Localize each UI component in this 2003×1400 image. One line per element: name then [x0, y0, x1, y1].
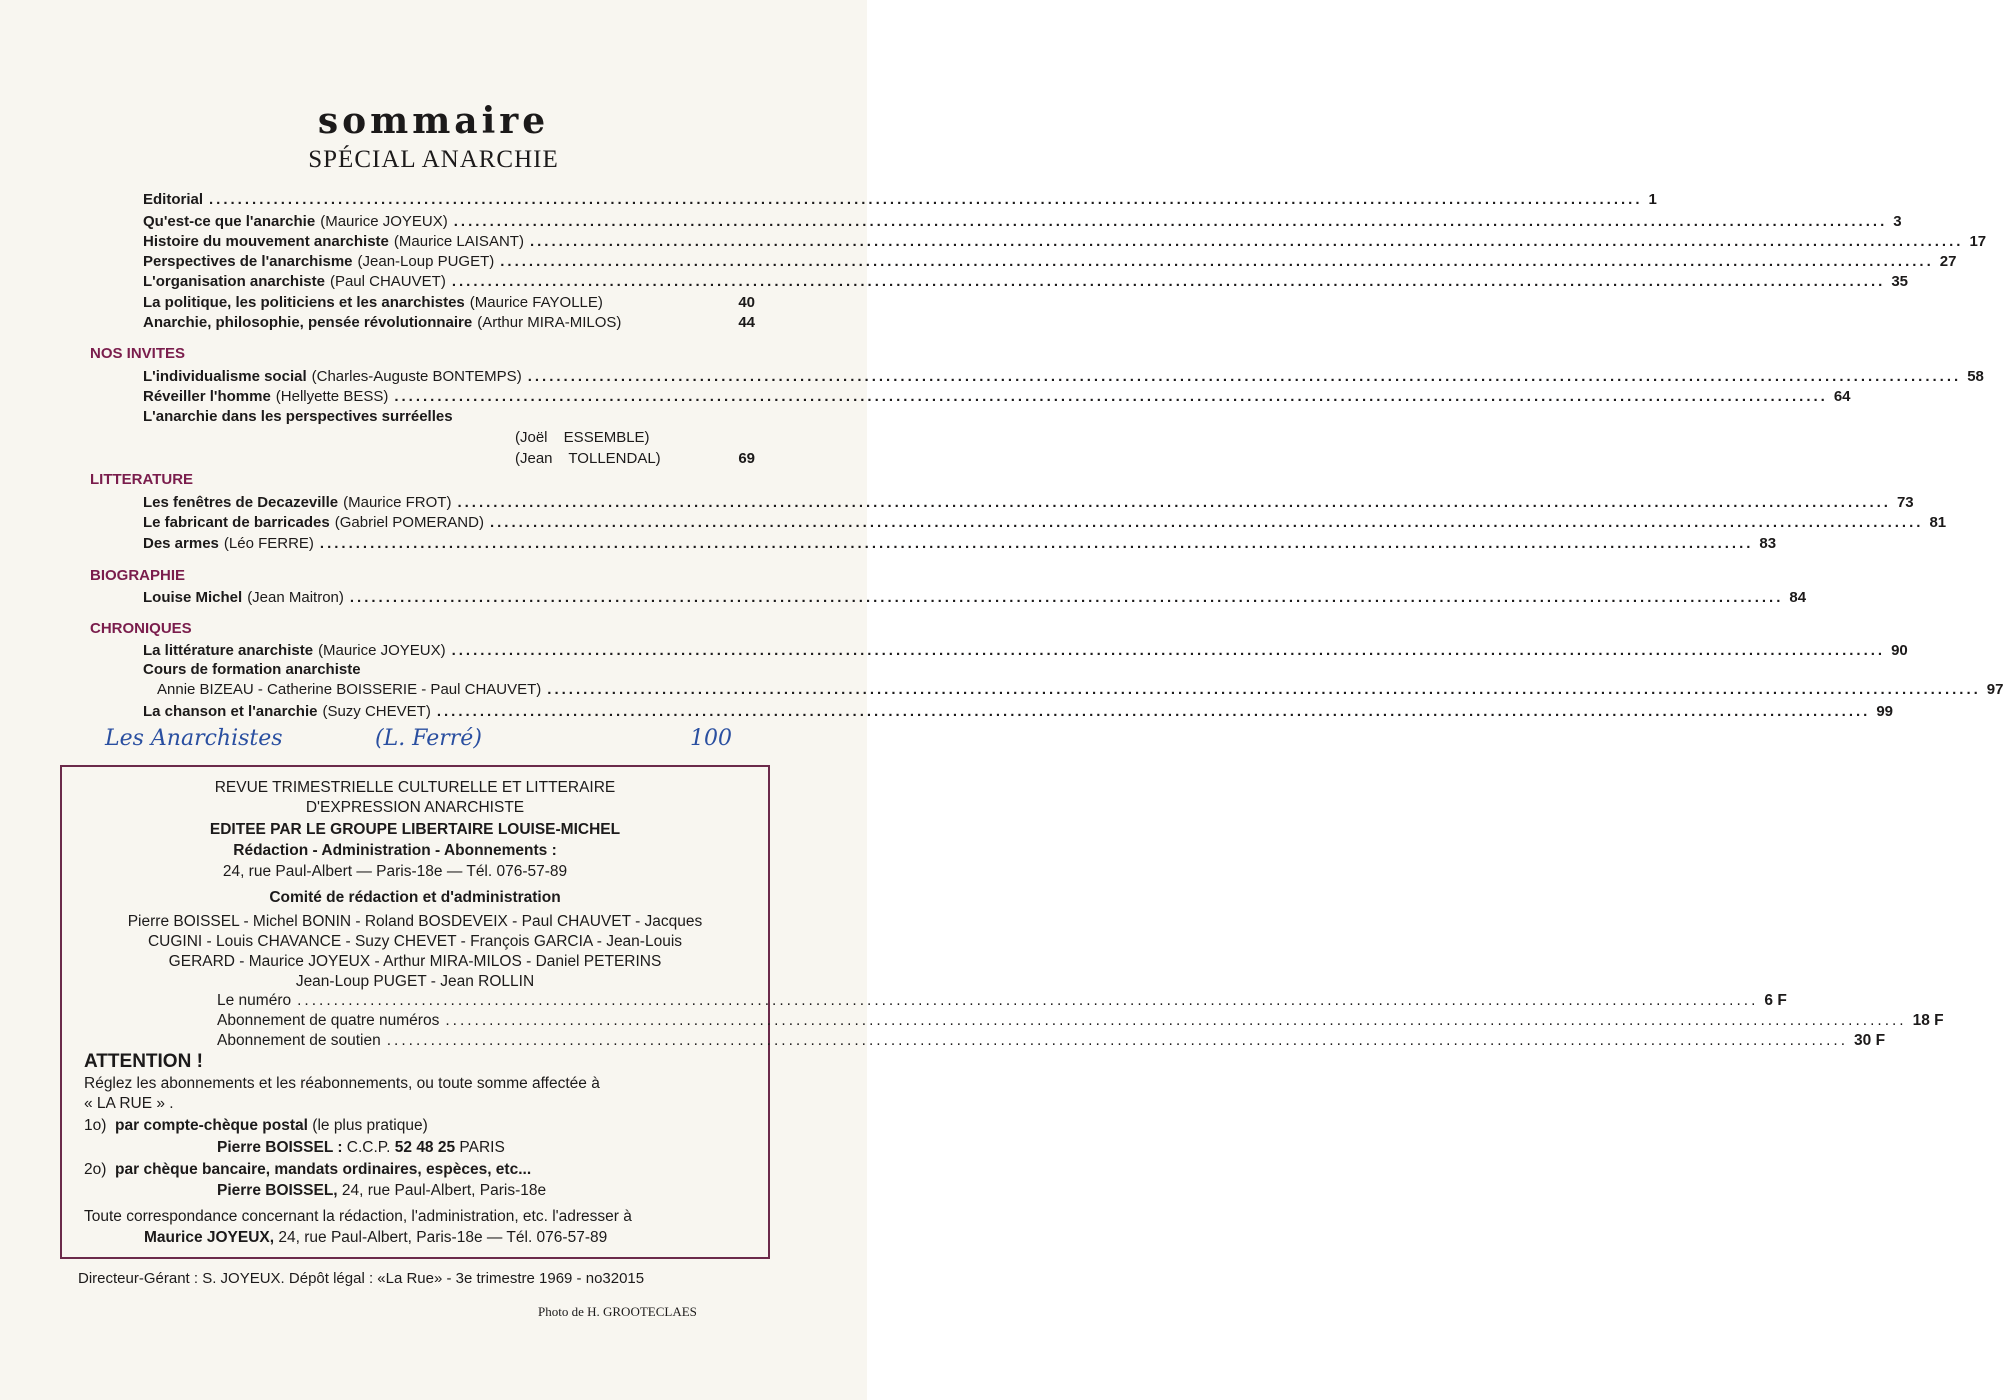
entry-title: Cours de formation anarchiste: [143, 661, 361, 678]
payee: Pierre BOISSEL :: [217, 1139, 343, 1156]
handwritten-entry: [105, 726, 775, 756]
entry-page: 69: [738, 450, 755, 467]
entry-page: 81: [1929, 514, 1947, 531]
entry-author: (Jean-Loup PUGET): [357, 253, 495, 270]
page-subtitle: SPÉCIAL ANARCHIE: [308, 146, 559, 173]
entry-title: Histoire du mouvement anarchiste: [143, 233, 389, 250]
entry-page: 73: [1896, 494, 1914, 511]
toc-entry: [515, 428, 755, 448]
dot-leader: ........................................................................................................................................................................................................: [547, 681, 1981, 698]
toc-entry: [143, 588, 1807, 608]
entry-page: 27: [1939, 253, 1957, 270]
entry-page: 58: [1967, 368, 1984, 385]
price-value: 30 F: [1854, 1032, 1886, 1049]
box-line: REVUE TRIMESTRIELLE CULTURELLE ET LITTERAIRE: [214, 779, 616, 796]
option-1: [84, 1117, 428, 1135]
dot-leader: ........................................................................................................................................................................................................: [297, 992, 1759, 1009]
toc-entry: [143, 702, 1894, 722]
entry-title: L'individualisme social: [143, 368, 307, 385]
entry-author: (Maurice FROT): [343, 494, 452, 511]
handwritten-page: 100: [690, 726, 732, 751]
dot-leader: ........................................................................................................................................................................................................: [209, 191, 1643, 208]
ccp-number: 52 48 25: [394, 1139, 456, 1156]
entry-author: (Maurice JOYEUX): [318, 642, 446, 659]
committee-line: GERARD - Maurice JOYEUX - Arthur MIRA-MILOS - Daniel PETERINS: [168, 953, 662, 970]
toc-entry: [143, 293, 755, 313]
section-heading: BIOGRAPHIE: [90, 567, 186, 584]
section-heading: NOS INVITES: [90, 345, 186, 362]
entry-author: (Suzy CHEVET): [322, 703, 431, 720]
dot-leader: ........................................................................................................................................................................................................: [529, 233, 1964, 250]
entry-title: Qu'est-ce que l'anarchie: [143, 213, 316, 230]
attention-heading: ATTENTION !: [84, 1051, 203, 1072]
entry-title: Perspectives de l'anarchisme: [143, 253, 353, 270]
payee-address: 24, rue Paul-Albert, Paris-18e: [341, 1182, 547, 1199]
entry-author: (Jean TOLLENDAL): [515, 450, 661, 467]
committee-line: Jean-Loup PUGET - Jean ROLLIN: [295, 973, 535, 990]
toc-entry: [143, 232, 1987, 252]
entry-author: (Maurice FAYOLLE): [469, 294, 603, 311]
toc-entry: [515, 449, 755, 469]
committee-title: Comité de rédaction et d'administration: [269, 889, 561, 906]
entry-title: Editorial: [143, 191, 204, 208]
toc-entry: [143, 212, 1902, 232]
entry-title: La politique, les politiciens et les anarchistes: [143, 294, 465, 311]
price-label: Abonnement de quatre numéros: [217, 1012, 440, 1029]
toc-entry: [143, 367, 1984, 387]
committee-line: CUGINI - Louis CHAVANCE - Suzy CHEVET - François GARCIA - Jean-Louis: [147, 933, 683, 950]
option-1-detail: [217, 1139, 505, 1157]
price-row: [217, 1032, 1886, 1050]
dot-leader: ........................................................................................................................................................................................................: [349, 589, 1784, 606]
entry-page: 97: [1986, 681, 2003, 698]
dot-leader: ........................................................................................................................................................................................................: [386, 1032, 1849, 1049]
entry-page: 40: [738, 294, 755, 311]
entry-title: La chanson et l'anarchie: [143, 703, 318, 720]
handwritten-author: (L. Ferré): [375, 726, 482, 751]
entry-author: (Paul CHAUVET): [329, 273, 446, 290]
toc-entry: [143, 534, 1777, 554]
dot-leader: ........................................................................................................................................................................................................: [527, 368, 1962, 385]
toc-entry: [143, 252, 1957, 272]
contact-address: 24, rue Paul-Albert, Paris-18e — Tél. 076-57-89: [278, 1229, 608, 1246]
entry-page: 44: [738, 314, 755, 331]
entry-page: 90: [1891, 642, 1908, 659]
entry-title: Réveiller l'homme: [143, 388, 271, 405]
toc-entry: [143, 272, 1908, 292]
entry-title: Des armes: [143, 535, 219, 552]
entry-author: (Léo FERRE): [223, 535, 314, 552]
dot-leader: ........................................................................................................................................................................................................: [489, 514, 1924, 531]
dot-leader: ........................................................................................................................................................................................................: [436, 703, 1871, 720]
entry-title: Le fabricant de barricades: [143, 514, 330, 531]
entry-author: (Gabriel POMERAND): [334, 514, 484, 531]
entry-page: 35: [1891, 273, 1908, 290]
option-2: [84, 1161, 531, 1179]
box-publisher: EDITEE PAR LE GROUPE LIBERTAIRE LOUISE-MICHEL: [209, 821, 621, 838]
dot-leader: ........................................................................................................................................................................................................: [319, 535, 1754, 552]
toc-entry: [143, 660, 755, 680]
entry-author: (Jean Maitron): [247, 589, 344, 606]
dot-leader: ........................................................................................................................................................................................................: [500, 253, 1934, 270]
option-2-detail: [217, 1182, 546, 1200]
dot-leader: ........................................................................................................................................................................................................: [457, 494, 1891, 511]
entry-author: (Maurice JOYEUX): [320, 213, 448, 230]
dot-leader: ........................................................................................................................................................................................................: [453, 213, 1888, 230]
dot-leader: ........................................................................................................................................................................................................: [451, 642, 1886, 659]
toc-entry: [143, 407, 755, 427]
toc-entry: [143, 513, 1947, 533]
correspondence-contact: [144, 1229, 607, 1247]
dot-leader: ........................................................................................................................................................................................................: [394, 388, 1828, 405]
entry-page: 64: [1833, 388, 1851, 405]
entry-title: L'anarchie dans les perspectives surréelles: [143, 408, 453, 425]
entry-title: Les fenêtres de Decazeville: [143, 494, 339, 511]
page-title: sommaire: [317, 100, 550, 142]
option-label: par compte-chèque postal: [115, 1117, 308, 1134]
handwritten-title: Les Anarchistes: [105, 726, 283, 751]
dot-leader: ........................................................................................................................................................................................................: [445, 1012, 1907, 1029]
toc-entry: [143, 190, 1657, 210]
entry-author: (Maurice LAISANT): [393, 233, 524, 250]
box-line: Rédaction - Administration - Abonnements :: [233, 842, 557, 859]
entry-author: Annie BIZEAU - Catherine BOISSERIE - Paul CHAUVET): [157, 681, 542, 698]
option-note: (le plus pratique): [312, 1117, 428, 1134]
toc-entry: [143, 313, 755, 333]
legal-notice: Directeur-Gérant : S. JOYEUX. Dépôt légal : «La Rue» - 3e trimestre 1969 - no32015: [78, 1270, 645, 1287]
photo-credit: Photo de H. GROOTECLAES: [538, 1304, 697, 1319]
option-label: par chèque bancaire, mandats ordinaires, espèces, etc...: [115, 1161, 532, 1178]
option-number: 2o): [84, 1161, 107, 1178]
entry-page: 84: [1789, 589, 1807, 606]
publication-info-box: [60, 765, 1944, 1259]
price-value: 18 F: [1912, 1012, 1944, 1029]
entry-page: 3: [1893, 213, 1902, 230]
price-label: Le numéro: [217, 992, 292, 1009]
price-label: Abonnement de soutien: [217, 1032, 381, 1049]
committee-line: Pierre BOISSEL - Michel BONIN - Roland BOSDEVEIX - Paul CHAUVET - Jacques: [127, 913, 703, 930]
correspondence-text: Toute correspondance concernant la rédaction, l'administration, etc. l'adresser à: [84, 1208, 632, 1225]
entry-page: 99: [1876, 703, 1894, 720]
toc-entry: [157, 680, 2003, 700]
box-address: 24, rue Paul-Albert — Paris-18e — Tél. 076-57-89: [222, 863, 568, 880]
entry-title: Anarchie, philosophie, pensée révolutionnaire: [143, 314, 473, 331]
dot-leader: ........................................................................................................................................................................................................: [451, 273, 1886, 290]
price-row: [217, 992, 1787, 1010]
entry-page: 17: [1969, 233, 1987, 250]
price-row: [217, 1012, 1944, 1030]
entry-title: La littérature anarchiste: [143, 642, 314, 659]
entry-page: 83: [1759, 535, 1777, 552]
entry-author: (Charles-Auguste BONTEMPS): [311, 368, 522, 385]
entry-author: (Joël ESSEMBLE): [515, 429, 650, 446]
price-value: 6 F: [1764, 992, 1787, 1009]
ccp-city: PARIS: [459, 1139, 505, 1156]
entry-author: (Hellyette BESS): [275, 388, 389, 405]
attention-text: Réglez les abonnements et les réabonnements, ou toute somme affectée à: [84, 1075, 600, 1092]
option-number: 1o): [84, 1117, 107, 1134]
entry-title: Louise Michel: [143, 589, 243, 606]
section-heading: CHRONIQUES: [90, 620, 192, 637]
entry-page: 1: [1648, 191, 1657, 208]
ccp-label: C.C.P.: [346, 1139, 391, 1156]
box-line: D'EXPRESSION ANARCHISTE: [305, 799, 525, 816]
payee: Pierre BOISSEL,: [217, 1182, 338, 1199]
section-heading: LITTERATURE: [90, 471, 194, 488]
attention-text: « LA RUE » .: [84, 1095, 174, 1112]
entry-author: (Arthur MIRA-MILOS): [477, 314, 622, 331]
contact-name: Maurice JOYEUX,: [144, 1229, 275, 1246]
toc-entry: [143, 641, 1908, 661]
toc-entry: [143, 387, 1851, 407]
toc-entry: [143, 493, 1914, 513]
entry-title: L'organisation anarchiste: [143, 273, 325, 290]
